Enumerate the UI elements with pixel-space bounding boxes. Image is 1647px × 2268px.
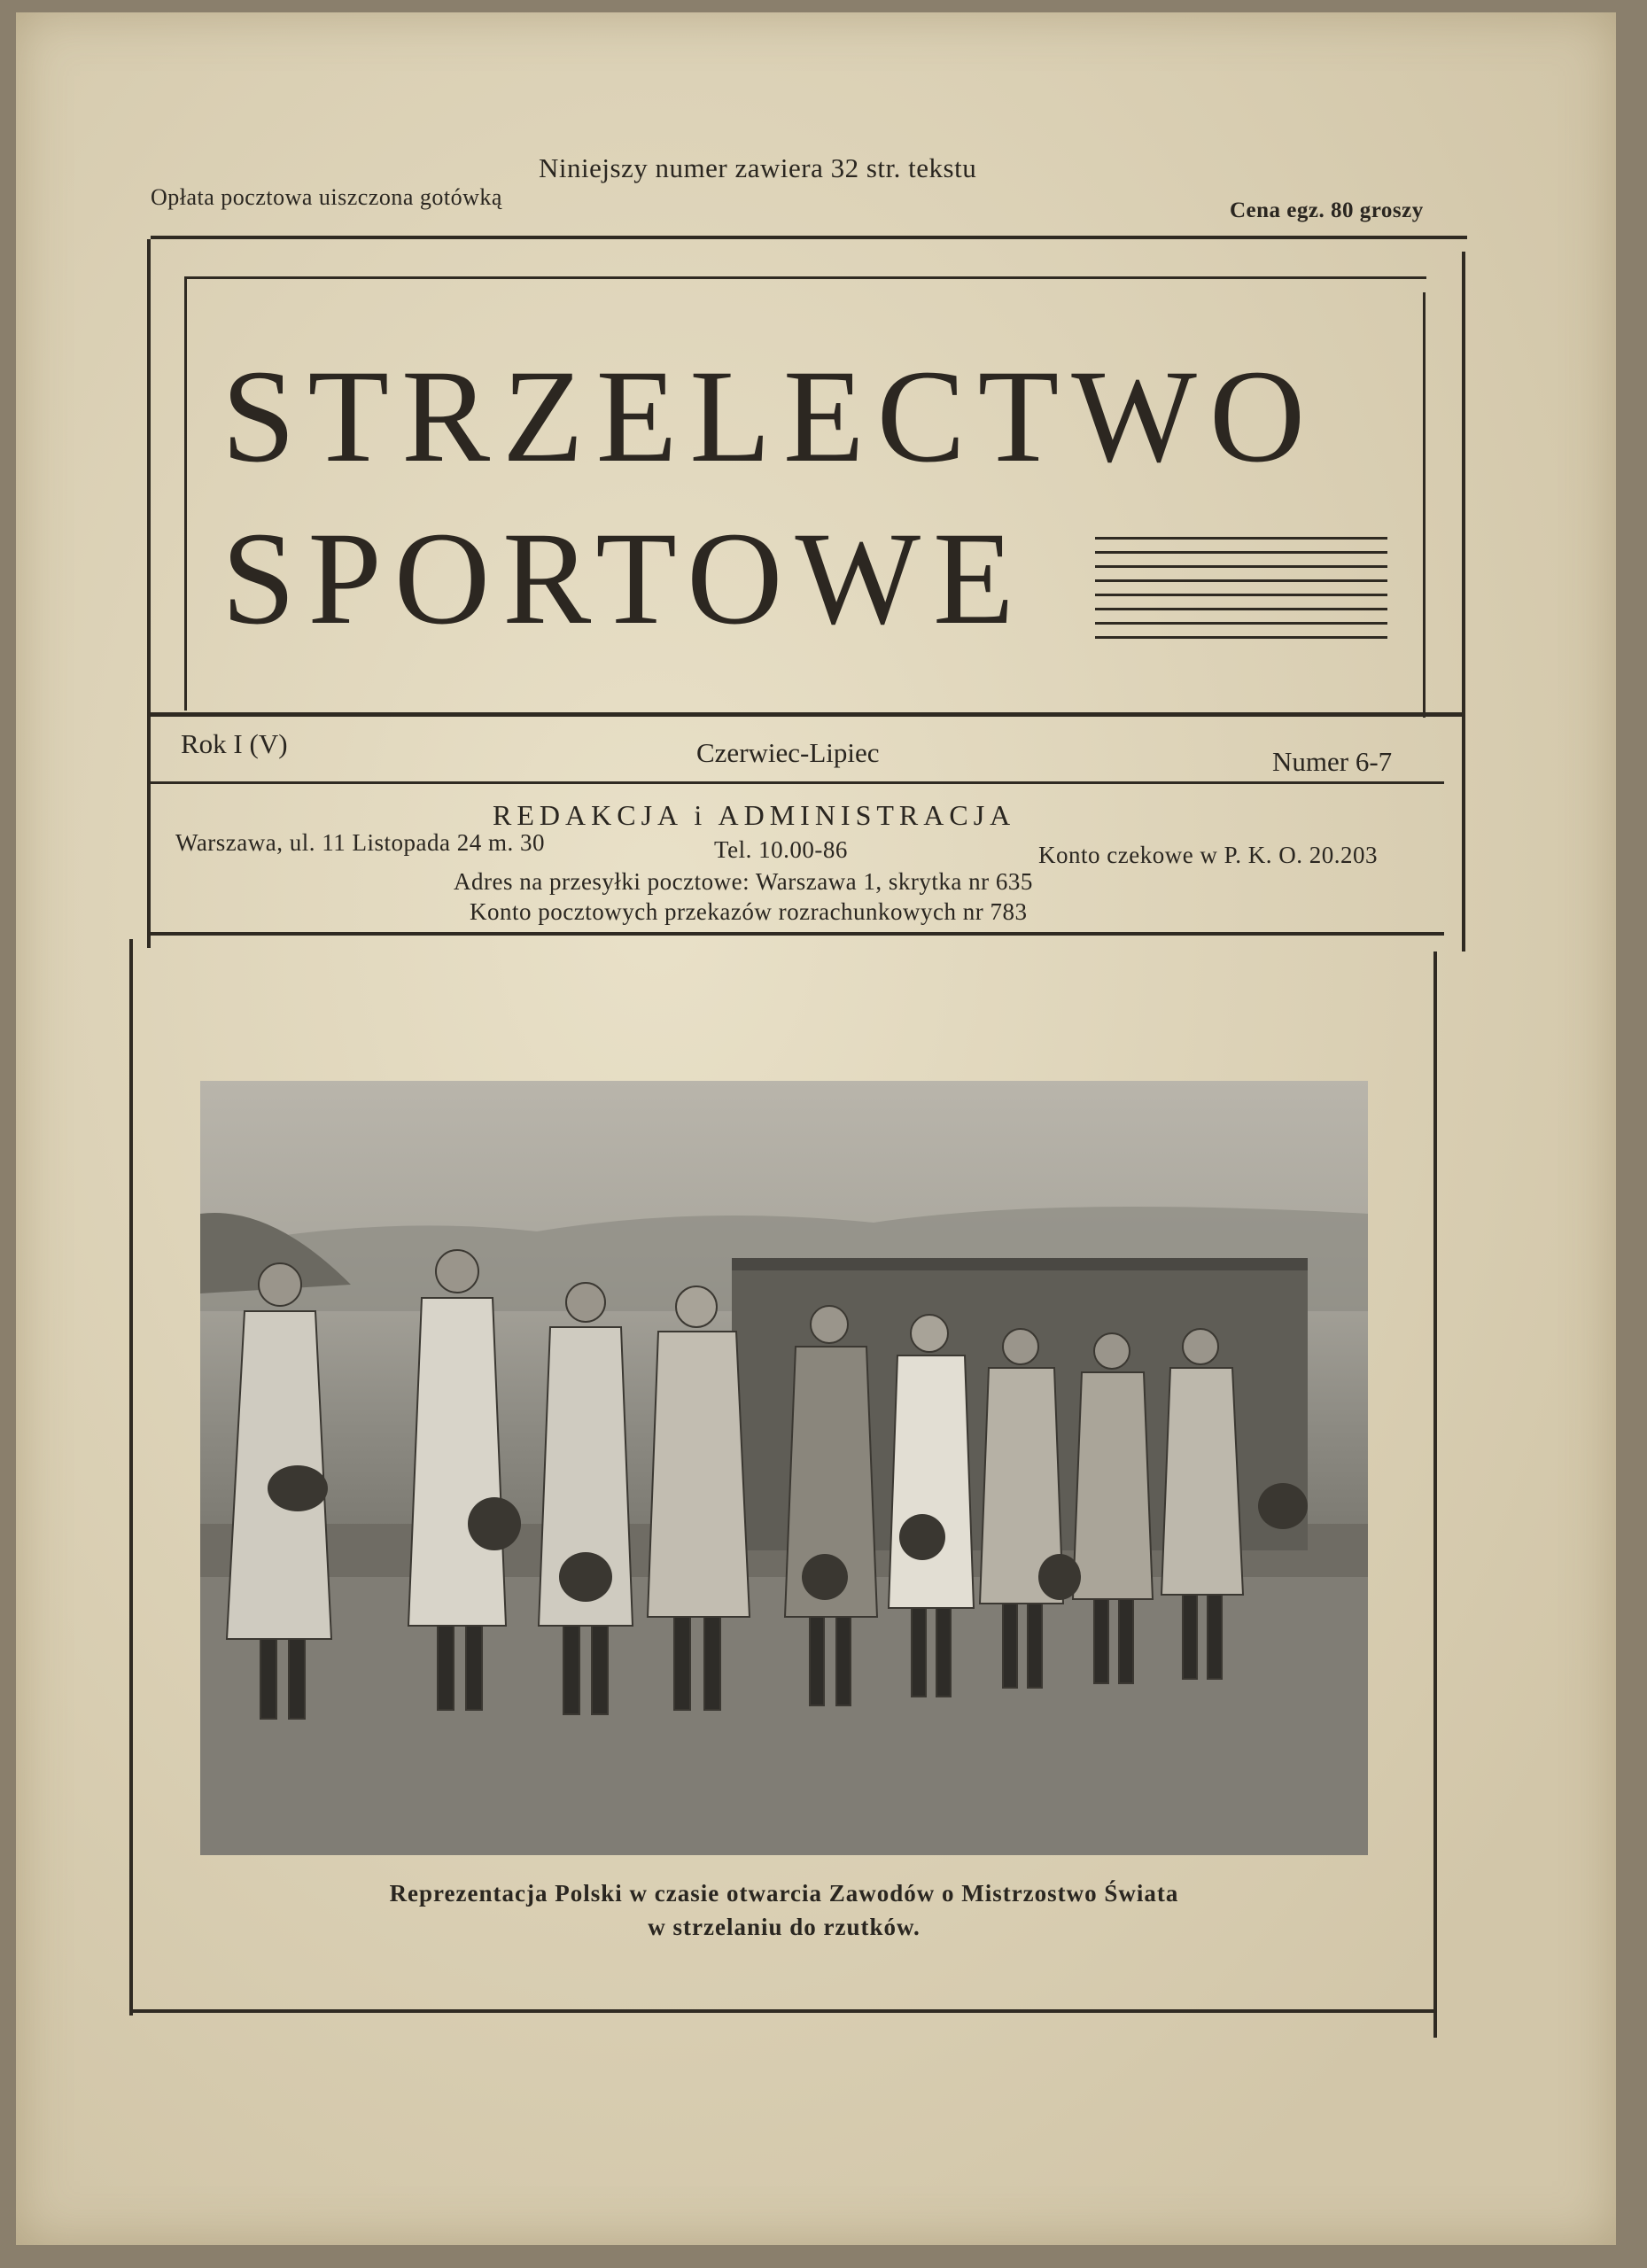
masthead-decorative-bars	[1095, 537, 1387, 652]
team-photo	[200, 1081, 1368, 1855]
photo-caption-line2: w strzelaniu do rzutków.	[648, 1914, 921, 1940]
frame-bottom-line	[131, 2009, 1437, 2013]
editorial-phone: Tel. 10.00-86	[714, 836, 848, 863]
frame-left-line-lower	[129, 939, 133, 2016]
masthead-box-left	[184, 276, 187, 711]
photo-caption-line1: Reprezentacja Polski w czasie otwarcia Zawodów o Mistrzostwo Świata	[389, 1880, 1179, 1907]
masthead-title-line1: STRZELECTWO	[221, 343, 1318, 490]
postage-notice: Opłata pocztowa uiszczona gotówką	[151, 184, 502, 210]
editorial-postal-address: Adres na przesyłki pocztowe: Warszawa 1, skrytka nr 635	[454, 868, 1033, 895]
editorial-heading: REDAKCJA i ADMINISTRACJA	[493, 799, 1016, 831]
issue-year: Rok I (V)	[181, 728, 288, 759]
frame-right-line-upper	[1462, 252, 1465, 951]
frame-left-line-upper	[147, 239, 151, 948]
masthead-box-right	[1423, 292, 1426, 718]
editorial-account: Konto czekowe w P. K. O. 20.203	[1038, 842, 1378, 868]
masthead-title-line2: SPORTOWE	[221, 505, 1027, 652]
price-notice: Cena egz. 80 groszy	[1230, 198, 1424, 222]
editorial-line-bottom	[151, 932, 1444, 936]
team-photo-illustration	[200, 1081, 1368, 1855]
editorial-postal-account: Konto pocztowych przekazów rozrachunkowych nr 783	[470, 898, 1028, 925]
editorial-address: Warszawa, ul. 11 Listopada 24 m. 30	[175, 829, 545, 856]
frame-top-line	[151, 236, 1467, 239]
issue-number: Numer 6-7	[1272, 746, 1393, 777]
masthead-box-top	[186, 276, 1426, 279]
issue-months: Czerwiec-Lipiec	[696, 737, 880, 768]
issue-line-bottom	[151, 781, 1444, 784]
frame-right-line-lower	[1433, 951, 1437, 2038]
issue-line-top	[151, 712, 1465, 717]
page-count-notice: Niniejszy numer zawiera 32 str. tekstu	[539, 152, 977, 183]
